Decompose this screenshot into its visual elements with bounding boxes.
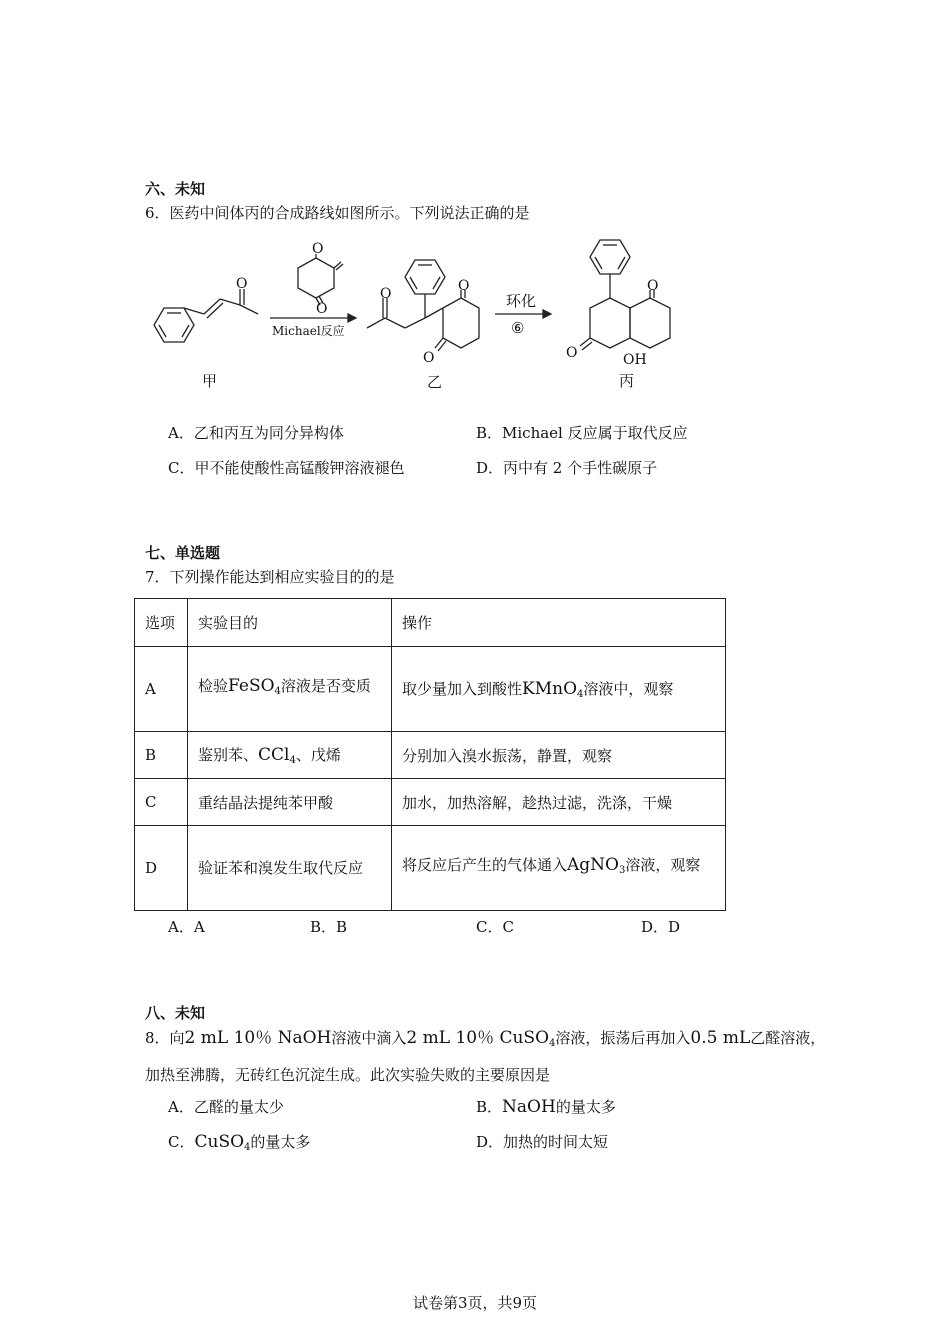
q6-option-c: C．甲不能使酸性高锰酸钾溶液褪色 [168, 459, 405, 477]
table-row [135, 647, 726, 732]
q7-option-b: B．B [310, 918, 348, 936]
step-number: ⑥ [511, 319, 525, 337]
q6-option-a: A．乙和丙互为同分异构体 [168, 424, 344, 442]
q8-option-d: D．加热的时间太短 [476, 1133, 609, 1151]
bing-hydroxyl: OH [623, 352, 647, 368]
yi-oxygen-2: O [458, 278, 470, 294]
table-row [135, 779, 726, 826]
bing-oxygen-2: O [566, 345, 578, 361]
experiment-table [134, 598, 726, 911]
q8-option-b: B．NaOH的量太多 [476, 1097, 616, 1117]
row-c-goal: 重结晶法提纯苯甲酸 [188, 779, 392, 826]
table-row [135, 826, 726, 911]
q6-option-b: B．Michael 反应属于取代反应 [476, 424, 688, 442]
row-b-goal: 鉴别苯、CCl$_4$、戊烯 [188, 732, 392, 779]
section-title-8: 八、未知 [145, 1004, 206, 1022]
yi-oxygen-1: O [380, 286, 392, 302]
row-d-option: D [135, 826, 188, 911]
q8-option-c: C．CuSO$_4$的量太多 [168, 1132, 311, 1153]
row-d-goal: 验证苯和溴发生取代反应 [188, 826, 392, 911]
jia-oxygen: O [236, 276, 248, 292]
header-option: 选项 [135, 599, 188, 647]
bing-left-ring [590, 298, 630, 348]
row-a-option: A [135, 647, 188, 732]
row-d-operation: 将反应后产生的气体通入AgNO$_3$溶液，观察 [392, 826, 726, 911]
synthesis-scheme [140, 236, 700, 396]
question-8-stem-line2: 加热至沸腾，无砖红色沉淀生成。此次实验失败的主要原因是 [145, 1066, 551, 1084]
page-footer: 试卷第3页，共9页 [412, 1294, 538, 1312]
row-a-goal: 检验FeSO$_4$溶液是否变质 [188, 647, 392, 732]
cyclize-label: 环化 [506, 292, 537, 310]
jia-label: 甲 [202, 372, 218, 390]
q7-option-d: D．D [641, 918, 681, 936]
row-c-operation: 加水，加热溶解，趁热过滤，洗涤，干燥 [392, 779, 726, 826]
yi-dione-ring [443, 298, 479, 348]
header-operation: 操作 [392, 599, 726, 647]
row-b-operation: 分别加入溴水振荡，静置，观察 [392, 732, 726, 779]
row-a-operation: 取少量加入到酸性KMnO$_4$溶液中，观察 [392, 647, 726, 732]
q8-option-a: A．乙醛的量太少 [168, 1098, 284, 1116]
section-title-7: 七、单选题 [145, 544, 221, 562]
question-6-stem: 6．医药中间体丙的合成路线如图所示。下列说法正确的是 [145, 204, 530, 222]
yi-label: 乙 [427, 373, 443, 391]
section-title-6: 六、未知 [145, 180, 206, 198]
reagent-oxygen-1: O [312, 241, 324, 257]
row-c-option: C [135, 779, 188, 826]
michael-label: Michael反应 [272, 324, 345, 338]
bing-label: 丙 [619, 372, 635, 390]
header-goal: 实验目的 [188, 599, 392, 647]
bing-right-ring [630, 298, 670, 348]
question-7-stem: 7．下列操作能达到相应实验目的的是 [145, 568, 395, 586]
table-header-row [135, 599, 726, 647]
reagent-oxygen-2: O [316, 301, 328, 317]
bing-oxygen-1: O [647, 278, 659, 294]
yi-oxygen-3: O [423, 350, 435, 366]
row-b-option: B [135, 732, 188, 779]
q7-option-a: A．A [168, 918, 205, 936]
reagent-ring [298, 258, 334, 298]
table-row [135, 732, 726, 779]
q7-option-c: C．C [476, 918, 514, 936]
question-8-stem-line1: 8．向2 mL 10％ NaOH溶液中滴入2 mL 10％ CuSO$_4$溶液，振荡后再加入0.5 mL乙醛溶液， [145, 1028, 826, 1049]
q6-option-d: D．丙中有 2 个手性碳原子 [476, 459, 658, 477]
